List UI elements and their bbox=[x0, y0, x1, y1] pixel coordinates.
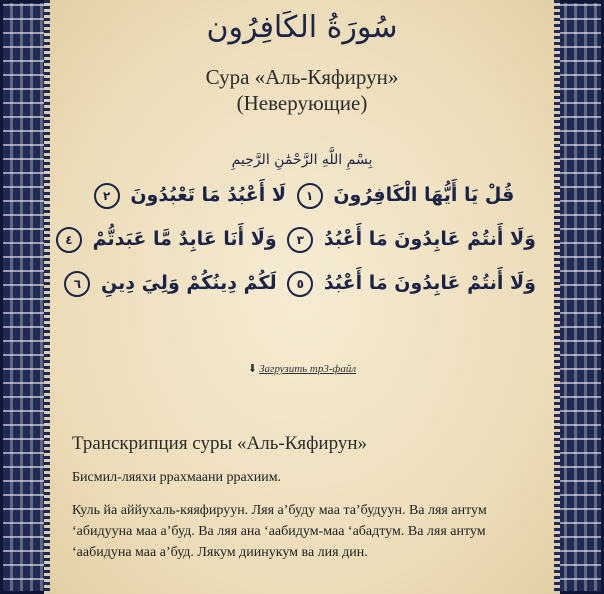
ayah-text: قُلْ يَا أَيُّهَا الْكَافِرُونَ bbox=[333, 184, 515, 206]
transcription-text: Куль йа аййухаль-кяяфируун. Ляя а’буду маа та’будуун. Ва ляя антум ‘абидууна маа а’буд. Ва ляя ана ‘аабидум-маа ‘абадтум. Ва ляя антум ‘аабидуна маа а’буд. Лякум диинукум ва лия дин. bbox=[72, 503, 487, 560]
ayah-text: لَكُمْ دِينُكُمْ وَلِيَ دِينِ bbox=[100, 272, 277, 294]
ayah-text: وَلَا أَنتُمْ عَابِدُونَ مَا أَعْبُدُ bbox=[323, 272, 536, 294]
ayah-line-3 bbox=[68, 266, 536, 300]
transcription-title: Транскрипция суры «Аль-Кяфирун» bbox=[72, 433, 368, 454]
ayah-number: ٥ bbox=[287, 271, 313, 297]
ayah-line-1 bbox=[68, 178, 536, 212]
page-content bbox=[50, 0, 554, 594]
download-section bbox=[50, 362, 554, 375]
ayah-text: وَلَا أَنتُمْ عَابِدُونَ مَا أَعْبُدُ bbox=[323, 228, 536, 250]
ayah-text: وَلَا أَنَا عَابِدٌ مَّا عَبَدتُّمْ bbox=[92, 228, 277, 250]
ayah-number: ٦ bbox=[64, 271, 90, 297]
ayah-number: ١ bbox=[297, 183, 323, 209]
ornamental-border-left bbox=[0, 0, 50, 594]
arabic-basmala: بِسْمِ اللَّهِ الرَّحْمَٰنِ الرَّحِيمِ bbox=[231, 152, 373, 168]
download-mp3-link[interactable]: Загрузить mp3-файл bbox=[259, 363, 357, 375]
surah-title bbox=[50, 64, 554, 116]
ayah-text: لَا أَعْبُدُ مَا تَعْبُدُونَ bbox=[130, 184, 287, 206]
surah-title-meaning: (Неверующие) bbox=[236, 91, 368, 115]
ayah-number: ٢ bbox=[94, 183, 120, 209]
surah-calligraphy-title: سُورَةُ الكَافِرُون bbox=[206, 10, 398, 45]
ayah-line-2 bbox=[65, 222, 536, 256]
ayah-number: ٤ bbox=[56, 227, 82, 253]
surah-title-name: Сура «Аль-Кяфирун» bbox=[205, 65, 399, 89]
ornamental-border-right bbox=[554, 0, 604, 594]
transcription-basmala: Бисмил-ляяхи ррахмаани ррахиим. bbox=[72, 470, 282, 485]
ayah-number: ٣ bbox=[287, 227, 313, 253]
download-arrow-icon[interactable]: ⬇ bbox=[247, 363, 258, 375]
